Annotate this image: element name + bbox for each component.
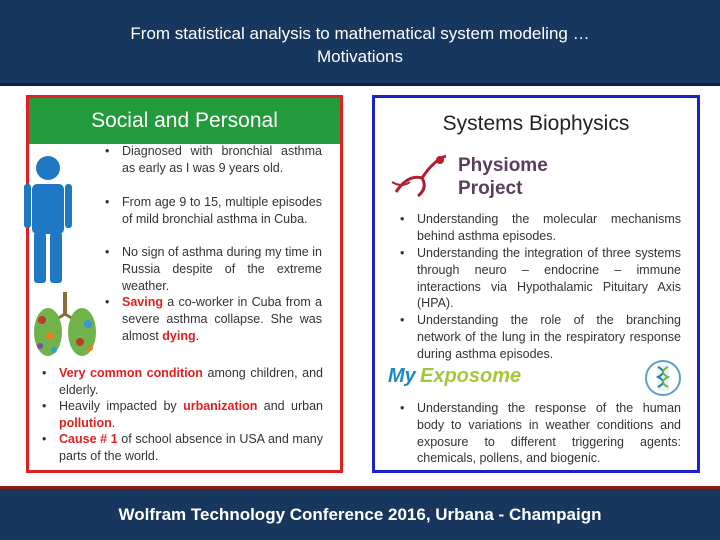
bullet-episodes [105,194,322,228]
bullet-text: Understanding the integration of three systems through neuro – endocrine – immune interactions via Hypothalamic Pituitary Axis (HPA). [417,246,681,311]
bullet-integration [400,245,681,312]
lungs-icon [30,290,100,358]
conference-footer: Wolfram Technology Conference 2016, Urbana - Champaign [118,505,602,524]
bullet-dot: • [400,401,405,415]
myexposome-logo [388,365,522,391]
bullet-dot: • [105,295,110,309]
bullet-weather [400,400,681,467]
bullet-russia [105,244,322,294]
bullet-text: of school absence in USA and many parts of the world. [59,432,323,463]
bullet-saving [105,294,322,344]
bullet-urbanization [42,398,323,432]
bullet-dot: • [400,246,405,260]
bullet-text: No sign of asthma during my time in Russia despite of the extreme weather. [122,245,322,293]
bullet-dot: • [400,212,405,226]
bullet-text: Understanding the role of the branching network of the lung in the respiratory response during asthma episodes. [417,313,681,361]
highlight-common: Very common condition [59,366,203,380]
title-banner [0,0,720,86]
runner-icon [388,152,452,200]
bullet-text: and urban [257,399,323,413]
physiome-logo-line2: Project [458,178,523,199]
bullet-dot: • [105,195,110,209]
social-personal-header [29,98,340,144]
bullet-text: a co-worker in Cuba from a severe asthma collapse. She was almost [122,295,322,343]
bullet-end: . [195,328,200,343]
bullet-dot: • [42,432,47,446]
bullet-text: From age 9 to 15, multiple episodes of mild bronchial asthma in Cuba. [122,195,322,226]
bullet-dot: • [105,245,110,259]
bullet-text: among children, and elderly. [59,366,324,397]
bullet-branching [400,312,681,361]
bullet-dot: • [42,366,47,380]
highlight-dying: dying [162,328,196,343]
myexposome-logo-my: My [388,365,416,387]
page-title: From statistical analysis to mathematical system modeling … Motivations [130,24,590,66]
bullet-text: Understanding the response of the human body to variations in weather conditions and exposure to different triggering agents: chemicals, pollens, and biogenic. [417,401,681,466]
bullet-dot: • [400,313,405,327]
myexposome-logo-exposome: Exposome [420,365,522,387]
physiome-logo [388,150,568,202]
person-icon [24,155,72,285]
bullet-dot: • [105,144,110,158]
bullet-cause [42,431,323,465]
bullet-dot: • [42,399,47,413]
highlight-urbanization: urbanization [183,399,258,413]
bullet-common-condition [42,365,324,399]
systems-biophysics-header [375,101,697,147]
systems-biophysics-title: Systems Biophysics [442,112,630,135]
highlight-pollution: pollution [59,415,112,430]
bullet-molecular [400,211,681,245]
social-personal-title: Social and Personal [91,109,278,132]
bullet-diagnosed [105,143,322,177]
dna-icon [644,359,682,397]
footer-banner [0,486,720,540]
bullet-text: Heavily impacted by [59,399,184,413]
bullet-text: Understanding the molecular mechanisms behind asthma episodes. [417,212,681,243]
physiome-logo-line1: Physiome [458,155,548,176]
bullet-end: . [111,415,116,430]
highlight-saving: Saving [122,295,163,309]
bullet-text: Diagnosed with bronchial asthma as early as I was 9 years old. [122,144,322,175]
highlight-cause: Cause # 1 [59,432,118,446]
